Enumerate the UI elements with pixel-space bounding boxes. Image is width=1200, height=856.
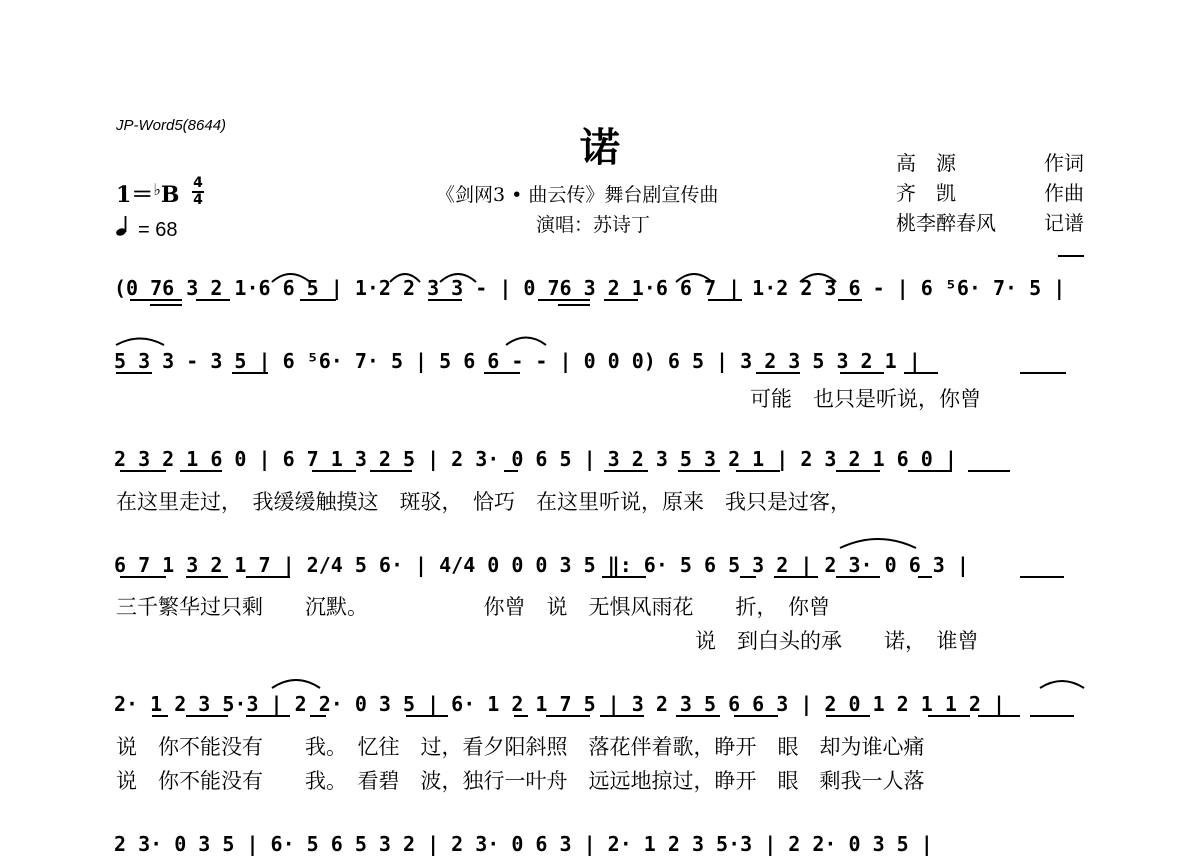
score-row-6: 2 3· 0 3 5 | 6· 5 6 5 3 2 | 2 3· 0 6 3 | 2· 1 2 3 5·3 | 2 2· 0 3 5 | <box>114 832 933 856</box>
credit-name: 高 源 <box>896 151 956 175</box>
credit-name: 桃李醉春风 <box>896 211 996 235</box>
time-signature-top: 4 <box>193 175 203 191</box>
software-stamp: JP-Word5(8644) <box>116 117 227 134</box>
score-row-3: 2 3 2 1 6 0 | 6 7 1 3 2 5 | 2 3· 0 6 5 | 3 2 3 5 3 2 1 | 2 3 2 1 6 0 | <box>114 447 957 471</box>
singer-line: 演唱：苏诗丁 <box>536 214 651 236</box>
flat-sign-icon: ♭ <box>153 180 161 199</box>
song-subtitle: 《剑网3 • 曲云传》舞台剧宣传曲 <box>436 184 719 206</box>
credit-role: 作词 <box>1044 151 1084 175</box>
credit-role: 记谱 <box>1044 211 1084 235</box>
key-prefix: 1＝ <box>116 182 154 208</box>
lyrics-row-4b: 说 到白头的承 诺， 谁曾 <box>695 629 979 653</box>
lyrics-row-2: 可能 也只是听说，你曾 <box>750 387 981 411</box>
tempo-value: = 68 <box>138 219 178 241</box>
score-row-1: (0 76 3 2 1·6 6 5 | 1·2 2 3 3 - | 0 76 3 2 1·6 6 7 | 1·2 2 3 6 - | 6 ⁵6· 7· 5 | <box>114 276 1066 300</box>
score-row-2: 5 3 3 - 3 5 | 6 ⁵6· 7· 5 | 5 6 6 - - | 0 0 0) 6 5 | 3 2 3 5 3 2 1 | <box>114 349 921 373</box>
lyrics-row-3: 在这里走过， 我缓缓触摸这 斑驳， 恰巧 在这里听说，原来 我只是过客， <box>116 490 851 514</box>
lyrics-row-4a: 三千繁华过只剩 沉默。 你曾 说 无惧风雨花 折， 你曾 <box>116 595 830 619</box>
credit-role: 作曲 <box>1044 181 1084 205</box>
score-row-4: 6 7 1 3 2 1 7 | 2/4 5 6· | 4/4 0 0 0 3 5 ‖: 6· 5 6 5 3 2 | 2 3· 0 6 3 | <box>114 553 969 577</box>
song-title: 诺 <box>580 124 620 171</box>
score-row-5: 2· 1 2 3 5·3 | 2 2· 0 3 5 | 6· 1 2 1 7 5 | 3 2 3 5 6 6 3 | 2 0 1 2 1 1 2 | <box>114 692 1006 716</box>
credit-name: 齐 凯 <box>896 181 956 205</box>
key-note: B <box>160 182 180 208</box>
lyrics-row-5a: 说 你不能没有 我。 忆往 过，看夕阳斜照 落花伴着歌，睁开 眼 却为谁心痛 <box>116 735 925 759</box>
time-signature-bottom: 4 <box>193 192 203 208</box>
lyrics-row-5b: 说 你不能没有 我。 看碧 波，独行一叶舟 远远地掠过，睁开 眼 剩我一人落 <box>116 769 925 793</box>
